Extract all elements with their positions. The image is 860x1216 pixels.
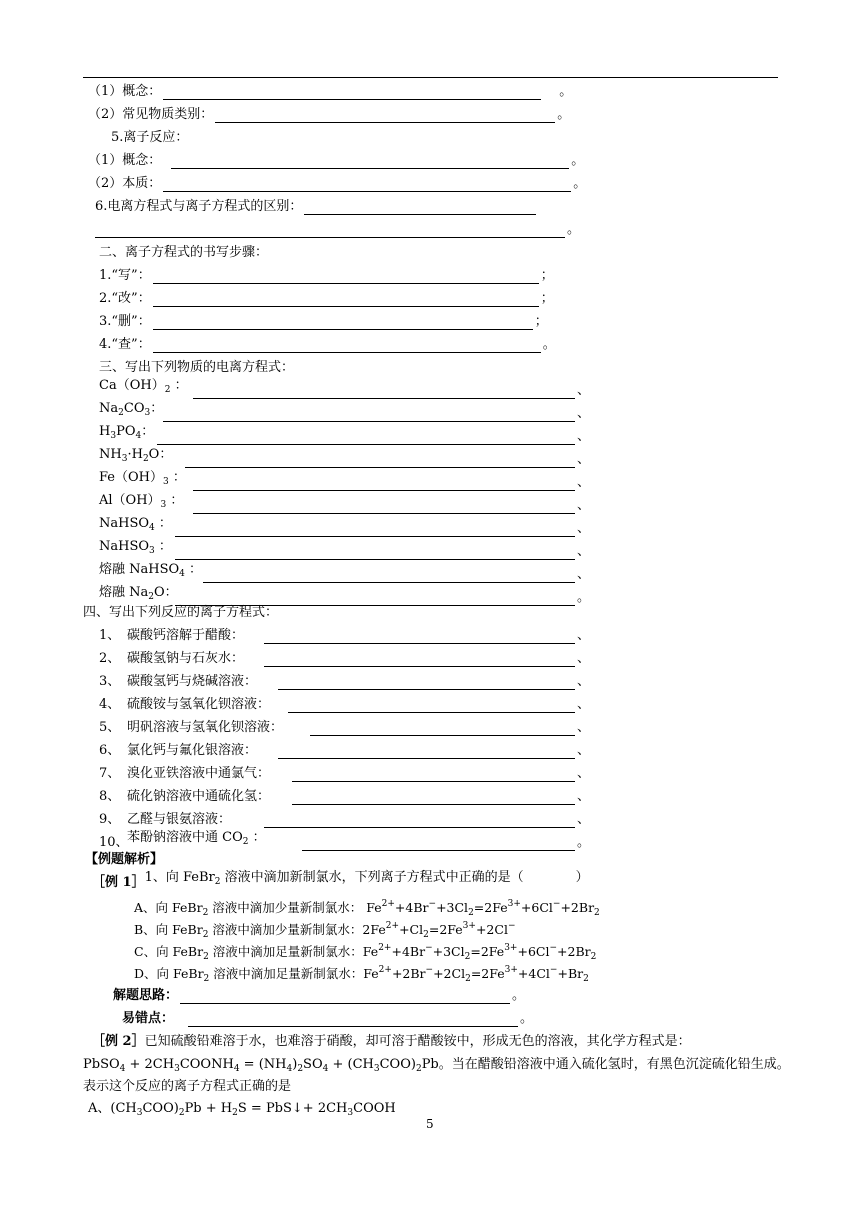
- section3-heading: 三、写出下列物质的电离方程式：: [99, 360, 295, 375]
- concept5-line: （1）概念： 。: [88, 153, 585, 168]
- ionization-end: 、: [577, 452, 591, 467]
- ex1-option: A、向 FeBr$_2$ 溶液中滴加少量新制氯水： $Fe^{2+}+4Br^-+3Cl_2=2Fe^{3+}+6Cl^-+2Br_2$: [134, 899, 600, 918]
- reaction-number: 1、: [99, 628, 121, 643]
- reaction-label: 明矾溶液与氢氧化钡溶液：: [127, 720, 284, 735]
- ionization-end: 、: [577, 383, 591, 398]
- reaction-number: 9、: [99, 812, 121, 827]
- concept5-blank[interactable]: [171, 153, 569, 169]
- examples-heading: 【例题解析】: [85, 852, 164, 867]
- reaction-label: 硫酸铵与氢氧化钡溶液：: [127, 697, 271, 712]
- ionization-blank[interactable]: [185, 452, 575, 468]
- ionization-label: 熔融 NaHSO$_4$ ：: [99, 562, 203, 579]
- ionization-label: NaHSO$_4$ ：: [99, 516, 172, 533]
- reaction-line: [99, 762, 590, 782]
- ionization-label: 熔融 $Na_2O$：: [99, 585, 178, 602]
- step-blank[interactable]: [153, 291, 539, 307]
- reaction-line: [99, 624, 590, 644]
- reaction-number: 2、: [99, 651, 121, 666]
- reaction-end: 、: [577, 674, 591, 689]
- heading-5: 5.离子反应：: [111, 130, 189, 145]
- step-end: ；: [534, 314, 548, 329]
- ionization-line: [99, 586, 590, 606]
- diff6-line: 6.电离方程式与离子方程式的区别：: [95, 195, 538, 215]
- reaction-label: 苯酚钠溶液中通 $CO_2$ ：: [127, 830, 266, 847]
- reaction-end: 、: [577, 628, 591, 643]
- ionization-line: [99, 563, 590, 583]
- reaction-label: 溴化亚铁溶液中通氯气：: [127, 766, 271, 781]
- reaction-line: [99, 785, 590, 805]
- step-label: 4.“查”：: [99, 337, 151, 352]
- ionization-blank[interactable]: [193, 383, 575, 399]
- reaction-number: 8、: [99, 789, 121, 804]
- reaction-blank[interactable]: [278, 743, 575, 759]
- step-line: [99, 333, 556, 353]
- diff6-line2: 。: [95, 218, 580, 238]
- section4-heading: 四、写出下列反应的离子方程式：: [83, 605, 279, 620]
- ionization-blank[interactable]: [193, 475, 575, 491]
- concept-line: （1）概念： 。: [88, 84, 573, 99]
- ionization-label: $Ca(OH)_2$ ：: [99, 378, 188, 395]
- thinking-blank[interactable]: [180, 988, 510, 1004]
- step-label: 3.“删”：: [99, 314, 151, 329]
- reaction-line: [99, 647, 590, 667]
- reaction-label: 碳酸氢钙与烧碱溶液：: [127, 674, 258, 689]
- essence5-line: （2）本质： 。: [88, 176, 587, 191]
- reaction-blank[interactable]: [292, 766, 575, 782]
- reaction-label: 硫化钠溶液中通硫化氢：: [127, 789, 271, 804]
- ionization-blank[interactable]: [175, 544, 575, 560]
- reaction-label: 乙醛与银氨溶液：: [127, 812, 232, 827]
- ionization-end: 、: [577, 429, 591, 444]
- ionization-end: 、: [577, 498, 591, 513]
- ionization-blank[interactable]: [157, 429, 575, 445]
- ionization-end: 、: [577, 521, 591, 536]
- step-label: 1.“写”：: [99, 268, 151, 283]
- reaction-end: 、: [577, 743, 591, 758]
- ionization-line: [99, 379, 590, 399]
- ionization-line: [99, 471, 590, 491]
- ex1-option: C、向 FeBr$_2$ 溶液中滴加足量新制氯水：$Fe^{2+}+4Br^-+3Cl_2=2Fe^{3+}+6Cl^-+2Br_2$: [134, 943, 597, 962]
- reaction-end: 、: [577, 812, 591, 827]
- ionization-label: $Fe(OH)_3$ ：: [99, 470, 186, 487]
- section2-heading: 二、离子方程式的书写步骤：: [99, 245, 269, 260]
- reaction-line: [99, 670, 590, 690]
- ex1-option: B、向 FeBr$_2$ 溶液中滴加少量新制氯水：$2Fe^{2+}+Cl_2=2Fe^{3+}+2Cl^-$: [134, 921, 516, 940]
- ionization-blank[interactable]: [175, 521, 575, 537]
- ionization-label: $H_3PO_4$：: [99, 424, 155, 441]
- reaction-blank[interactable]: [292, 789, 575, 805]
- ionization-end: 、: [577, 544, 591, 559]
- ex1-question-text: 1、向 FeBr$_2$ 溶液中滴加新制氯水，下列离子方程式中正确的是（ ）: [144, 870, 589, 887]
- reaction-number: 6、: [99, 743, 121, 758]
- ionization-blank[interactable]: [203, 567, 575, 583]
- reaction-number: 10、: [99, 835, 129, 850]
- ex2-line2: PbSO$_4$ + $2CH_3COONH_4 = (NH_4)_2SO_4 + (CH_3COO)_2Pb$。当在醋酸铅溶液中通入硫化氢时，有黑色沉淀硫化铅生成。: [83, 1057, 790, 1074]
- ionization-end: 。: [577, 590, 591, 605]
- step-line: [99, 310, 548, 330]
- diff6-blank[interactable]: [304, 199, 536, 215]
- reaction-end: 、: [577, 766, 591, 781]
- ex2-line1: ［例 2］已知硫酸铅难溶于水，也难溶于硝酸，却可溶于醋酸铵中，形成无色的溶液，其化学方程式是：: [92, 1034, 691, 1049]
- reaction-line: [99, 831, 590, 851]
- ex2-line3: 表示这个反应的离子方程式正确的是: [83, 1079, 292, 1094]
- reaction-line: [99, 693, 590, 713]
- ionization-end: 、: [577, 567, 591, 582]
- essence5-blank[interactable]: [163, 176, 571, 192]
- types-blank[interactable]: [215, 107, 555, 123]
- reaction-line: [99, 716, 590, 736]
- mistake-blank[interactable]: [188, 1011, 518, 1027]
- step-end: ；: [540, 268, 554, 283]
- reaction-end: 、: [577, 651, 591, 666]
- ionization-line: [99, 540, 590, 560]
- ionization-label: $Al(OH)_3$ ：: [99, 493, 184, 510]
- ex2-option-a: A、$(CH_3COO)_2Pb + H_2S$ = PbS↓+ $2CH_3COOH$: [88, 1101, 396, 1118]
- page-number: 5: [426, 1117, 434, 1131]
- ex1-option: D、向 FeBr$_2$ 溶液中滴加足量新制氯水：$Fe^{2+}+2Br^-+2Cl_2=2Fe^{3+}+4Cl^-+Br_2$: [134, 965, 589, 984]
- step-line: [99, 264, 554, 284]
- step-end: 。: [542, 337, 556, 352]
- step-line: [99, 287, 554, 307]
- reaction-number: 3、: [99, 674, 121, 689]
- ionization-label: $NH_3\cdot H_2O$：: [99, 447, 173, 464]
- reaction-blank[interactable]: [264, 651, 575, 667]
- ionization-end: 、: [577, 475, 591, 490]
- reaction-end: 、: [577, 697, 591, 712]
- ionization-blank[interactable]: [193, 498, 575, 514]
- reaction-blank[interactable]: [302, 835, 575, 851]
- ionization-blank[interactable]: [175, 590, 575, 606]
- ionization-line: [99, 402, 590, 422]
- ionization-line: [99, 494, 590, 514]
- step-blank[interactable]: [153, 314, 533, 330]
- reaction-end: 、: [577, 789, 591, 804]
- reaction-number: 7、: [99, 766, 121, 781]
- reaction-line: [99, 808, 590, 828]
- step-end: ；: [540, 291, 554, 306]
- reaction-blank[interactable]: [310, 720, 575, 736]
- ionization-line: [99, 517, 590, 537]
- reaction-blank[interactable]: [264, 628, 575, 644]
- reaction-blank[interactable]: [264, 812, 575, 828]
- reaction-number: 5、: [99, 720, 121, 735]
- reaction-line: [99, 739, 590, 759]
- types-line: （2）常见物质类别： 。: [88, 107, 571, 122]
- reaction-blank[interactable]: [278, 674, 575, 690]
- reaction-label: 氯化钙与氟化银溶液：: [127, 743, 258, 758]
- ionization-blank[interactable]: [163, 406, 575, 422]
- ionization-label: NaHSO$_3$ ：: [99, 539, 172, 556]
- reaction-end: 、: [577, 720, 591, 735]
- reaction-label: 碳酸钙溶解于醋酸：: [127, 628, 245, 643]
- mistake-line: 易错点： 。: [122, 1011, 534, 1026]
- reaction-label: 碳酸氢钠与石灰水：: [127, 651, 245, 666]
- diff6-blank2[interactable]: [95, 222, 565, 238]
- reaction-end: 。: [577, 835, 591, 850]
- reaction-blank[interactable]: [288, 697, 575, 713]
- ionization-end: 、: [577, 406, 591, 421]
- ionization-label: $Na_2CO_3$：: [99, 401, 164, 418]
- step-blank[interactable]: [153, 268, 539, 284]
- thinking-line: 解题思路： 。: [113, 988, 526, 1003]
- ex1-question: ［例 1］ 1、向 FeBr$_2$ 溶液中滴加新制氯水，下列离子方程式中正确的是（ ）: [92, 870, 589, 890]
- step-blank[interactable]: [153, 337, 541, 353]
- step-label: 2.“改”：: [99, 291, 151, 306]
- ionization-line: [99, 425, 590, 445]
- reaction-number: 4、: [99, 697, 121, 712]
- header-rule: [83, 77, 778, 78]
- concept-blank[interactable]: [163, 84, 541, 100]
- ionization-line: [99, 448, 590, 468]
